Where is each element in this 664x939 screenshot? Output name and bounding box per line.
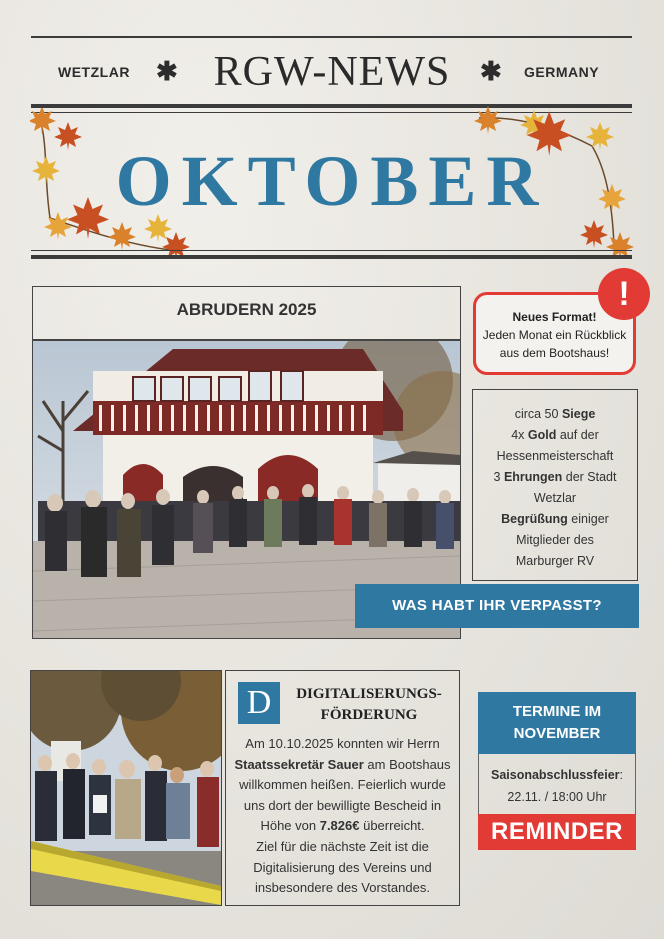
asterisk-icon: ✱ bbox=[480, 56, 502, 86]
highlight-wins: circa 50 Siege bbox=[514, 407, 596, 421]
newsletter-title: RGW-NEWS bbox=[213, 49, 451, 95]
highlight-club: Marburger RV bbox=[515, 554, 595, 568]
notice-line: aus dem Bootshaus! bbox=[499, 346, 610, 360]
missed-banner: WAS HABT IHR VERPASST? bbox=[355, 584, 639, 628]
masthead-location: WETZLAR bbox=[58, 64, 130, 80]
event-date: 22.11. / 18:00 Uhr bbox=[507, 790, 607, 804]
issue-month: OKTOBER bbox=[115, 141, 549, 221]
highlight-city: Wetzlar bbox=[533, 491, 577, 505]
dropcap: D bbox=[238, 682, 280, 724]
highlight-welcome: Begrüßung einiger bbox=[501, 512, 609, 526]
funding-group-photo bbox=[31, 671, 221, 905]
month-rule-thick bbox=[31, 255, 632, 259]
notice-heading: Neues Format! bbox=[512, 310, 597, 324]
funding-body: Am 10.10.2025 konnten wir Herrn Staatssekretär Sauer am Bootshaus willkommen heißen. Feierlich wurde uns dort der bewilligte Bescheid in Höhe von 7.826€ überreicht. Ziel für die nächste Zeit ist die Digitalisierung des Vereins und insbesondere des Vorstandes. bbox=[234, 736, 451, 896]
abrudern-title: ABRUDERN 2025 bbox=[176, 300, 317, 319]
highlights-box bbox=[472, 389, 638, 581]
notice-line: Jeden Monat ein Rückblick bbox=[482, 328, 627, 342]
masthead-country: GERMANY bbox=[524, 64, 600, 80]
asterisk-icon: ✱ bbox=[156, 56, 178, 86]
month-rule-thin bbox=[31, 250, 632, 251]
funding-title: DIGITALISERUNGS- FÖRDERUNG bbox=[296, 686, 442, 723]
reminder-stamp: REMINDER bbox=[478, 814, 636, 850]
exclamation-icon: ! bbox=[598, 268, 650, 320]
event-item: Saisonabschlussfeier: 22.11. / 18:00 Uhr bbox=[478, 764, 636, 808]
highlight-members: Mitglieder des bbox=[516, 533, 594, 547]
highlight-gold: 4x Gold auf der bbox=[511, 428, 599, 442]
highlight-honors: 3 Ehrungen der Stadt bbox=[493, 470, 617, 484]
highlight-championship: Hessenmeisterschaft bbox=[496, 449, 614, 463]
top-rule bbox=[31, 36, 632, 38]
events-heading: TERMINE IM NOVEMBER bbox=[478, 692, 636, 754]
